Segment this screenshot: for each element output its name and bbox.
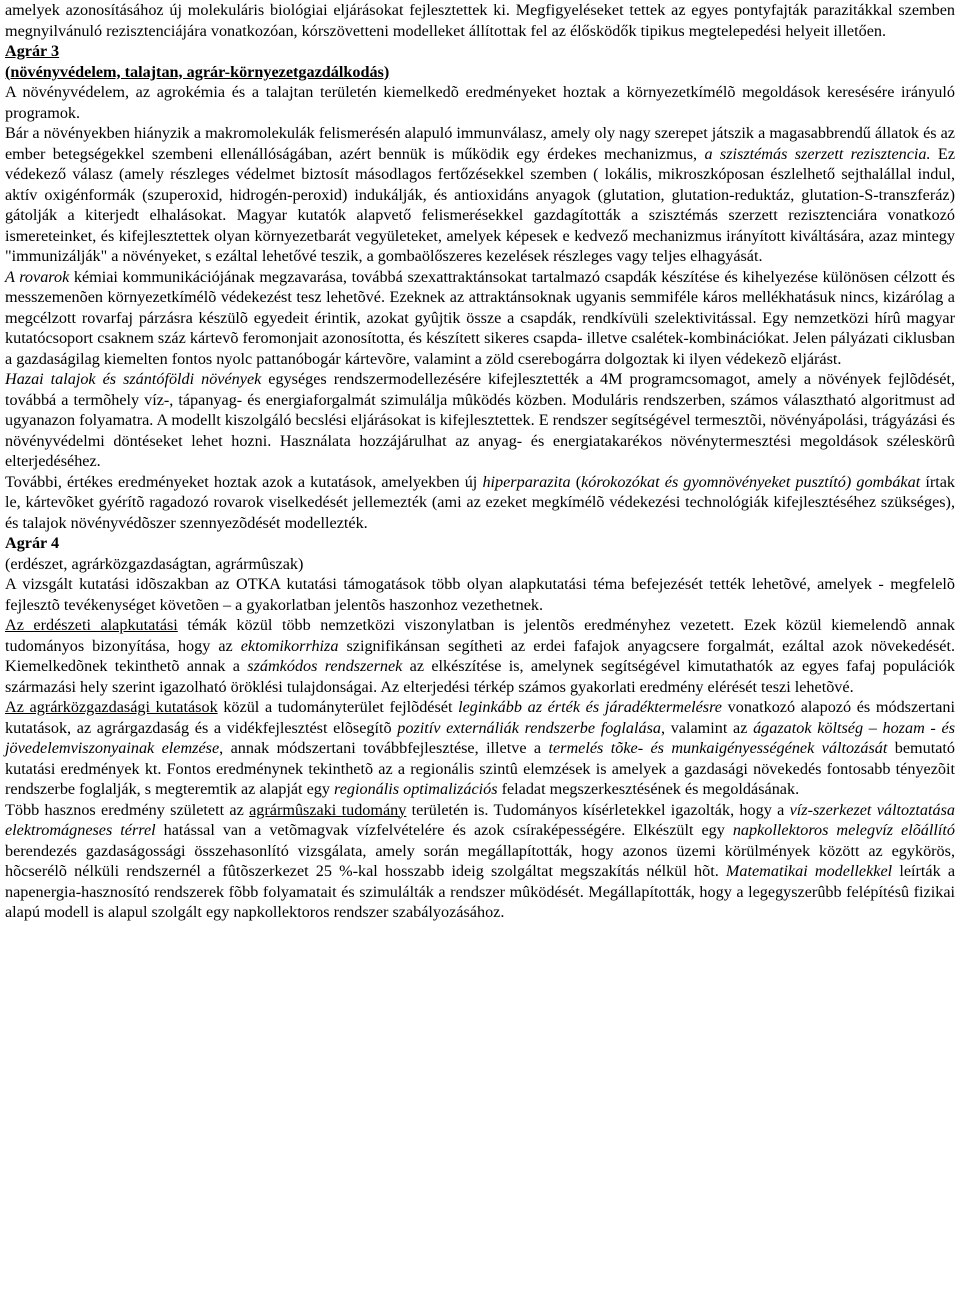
paragraph-text: közül a tudományterület fejlõdését [217,698,459,716]
paragraph-novenyvedelem [5,82,955,123]
intro-text: amelyek azonosításához új molekuláris biológiai eljárásokat fejlesztettek ki. Megfigyeléseket tettek az egyes pontyfajták parazitákkal szemben megnyilvánuló rezisztenciájára vonatkozóan, kórszövetteni modelleket állítottak fel az élősködők tipikus megtelepedési helyeit illetően. [5,1,955,40]
italic-term: ektomikorrhiza [240,636,339,655]
paragraph-text: Bár a növényekben hiányzik a makromolekulák felismerésén alapuló immunválasz, amely oly nagy szerepet játszik a magasabbrendű állatok és az ember betegségekkel szembeni ellenállóságában, azért bennük is működik egy érdekes mechanizmus, [5,124,955,163]
italic-term: napkollektoros melegvíz elõállító [732,821,955,839]
paragraph-text: berendezés gazdaságossági összehasonlító vizsgálata, amely során megállapították, hogy azonos üzemi körülmények között az egykörös, hõcserélõ nélküli rendszernél a fûtõszerkezet 25 %-kal hosszabb ideig szolgáltat megszakítás nélkül hõt. [5,841,955,880]
paragraph-agrarmuszaki [5,800,955,923]
section-title-agrar-3: Agrár 3 [5,42,60,60]
paragraph-otka [5,574,955,615]
italic-term: a szisztémás szerzett rezisztencia. [704,144,931,163]
italic-term: számkódos rendszernek [247,657,403,675]
paragraph-text: A vizsgált kutatási idõszakban az OTKA kutatási támogatások több olyan alapkutatási téma befejezését tették lehetõvé, amelyek - megfelelõ fejlesztõ tevékenységet követõen – a gyakorlatban jelentõs haszonhoz vezethetnek. [5,575,955,614]
italic-term: hiperparazita [482,472,571,491]
paragraph-talajok [5,369,955,472]
italic-term: pozitív externáliák rendszerbe foglalása [397,718,661,737]
paragraph-text: írtak le, kártevõket gyérítõ ragadozó rovarok viselkedését jellemezték (ami az ezeket megkímélõ védekezési technológiák kifejlesztéséhez szükséges), és talajok növényvédõszer szennyezõdését modellezték. [5,472,955,532]
underlined-term: Az agrárközgazdasági kutatások [5,698,218,716]
paragraph-agrarkozgazdasag [5,697,955,800]
paragraph-text: vonatkozó alapozó és módszertani kutatások, az agrárgazdaság és a vidékfejlesztést elõsegítõ [5,698,955,737]
paragraph-text: kémiai kommunikációjának megzavarása, továbbá szexattraktánsokat tartalmazó csapdák készítése és kihelyezése különösen célzott és messzemenõen környezetkímélõ védekezést tesz lehetõvé. Ezeknek az attraktánsoknak ugyanis semmiféle káros mellékhatásuk nincs, kizárólag a megcélzott rovarfaj párzásra készülõ egyedeit érintik, azokat gyûjtik össze a csapdák, rendkívüli szelektivitással. Egy nemzetközi hírû magyar kutatócsoport csaknem száz kártevõ feromonjait azonosította, és készített sikeres csapda- illetve csalétek-kombinációkat. Jelen pályázati ciklusban a gazdaságilag kiemelten fontos nyolc pattanóbogár kártevõre, valamint a zöld cserebogárra dolgoztak ki ilyen védekezõ eljárást. [5,267,955,368]
underlined-term: agrármûszaki tudomány [249,800,407,819]
paragraph-text: területén is. Tudományos kísérletekkel igazolták, hogy a [406,800,790,819]
paragraph-text: , valamint az [660,718,754,737]
paragraph-text: Több hasznos eredmény született az [5,800,250,819]
italic-term: leginkább az érték és járadéktermelésre [458,698,722,716]
paragraph-text: bemutató kutatási eredmények kt. Fontos eredménynek tekinthetõ az a regionális szintû elemzések is amelyek a gazdasági növekedés fontosabb tényezõit rendszerbe foglalják, s megteremtik az alapját egy [5,739,955,798]
italic-term: A rovarok [5,267,70,286]
paragraph-hiperparazita [5,472,955,534]
paragraph-immunvalasz [5,123,955,267]
italic-term: víz-szerkezet változtatása elektromágneses térrel [5,800,955,839]
paragraph-text: egységes rendszermodellezésére kifejlesztették a 4M programcsomagot, amely a növények fejlõdését, továbbá a termõhely víz-, tápanyag- és energiaforgalmát szimulálja mûködés közben. Moduláris rendszerben, számos választható algoritmust ad ugyanazon folyamatra. A modellt kiszolgáló becslési eljárásokat is kifejlesztettek. E rendszer segítségével termesztõi, növényápolási, trágyázási és növényvédelmi döntéseket lehet hozni. Használata hozzájárulhat az anyag- és energiatakarékos növénytermesztési megoldások széleskörû elterjedéséhez. [5,370,955,470]
italic-term: kórokozókat és gyomnövényeket pusztító) gombákat [581,472,921,491]
underlined-term: Az erdészeti alapkutatási [5,616,178,634]
italic-term: termelés tõke- és munkaigényességének változását [548,739,888,757]
paragraph-text: feladat megszerkesztésének és megoldásának. [497,780,800,798]
paragraph-rovarok [5,267,955,370]
section-title-agrar-4: Agrár 4 [5,534,60,552]
document-page [5,0,955,923]
italic-term: regionális optimalizációs [334,780,498,798]
paragraph-text: témák közül több nemzetközi viszonylatban is jelentõs eredményhez vezetett. Ezek közül kiemelendõ annak tudományos bizonyítása, hogy az [5,616,955,655]
italic-term: Hazai talajok és szántóföldi növények [5,370,262,388]
paragraph-text: az elkészítése is, amelynek segítségével kimutathatók az egyes fafaj populációk származási hely szerint igazolható öröklési tulajdonságai. Az elterjedési térkép számos gyakorlati eredmény elérését teszi lehetõvé. [5,657,955,696]
paragraph-text: szignifikánsan segítheti az erdei fafajok anyagcsere forgalmát, ezáltal azok növekedését. Kiemelkedõnek tekinthetõ annak a [5,636,955,675]
paragraph-text: Ez védekező válasz (amely részleges védelmet biztosít másodlagos fertőzésekkel szemben ( lokális, mikroszkóposan észlelhető sejthalállal indul, aktív oxigénformák (szuperoxid, hidrogén-peroxid) indukálják, és antioxidáns anyagok (glutation, glutation-reduktáz, glutation-S-transzferáz) gátolják a kiterjedt elhalásokat. Magyar kutatók alapvető felismerésekkel gazdagították a szisztémás szerzett rezisztenciára vonatkozó ismereteinket, és kifejlesztettek olyan környezetbarát vegyületeket, amelyek képesek e kedvező mechanizmus irányított kiváltására, azaz mintegy "immunizálják" a növényeket, s ezáltal lehetővé teszik, a gombaölőszeres kezelések részleges vagy teljes elhagyását. [5,144,955,265]
italic-term: ágazatok költség – hozam - és jövedelemviszonyainak elemzése [5,718,955,757]
paragraph-text: , annak módszertani továbbfejlesztése, illetve a [219,739,549,757]
italic-term: Matematikai modellekkel [725,862,893,880]
paragraph-text: ( [570,472,582,491]
clipped-top-line [5,0,955,10]
paragraph-text: leírták a napenergia-hasznosító rendszerek fõbb folyamatait és szimulálták a rendszer mûködését. Megállapították, hogy a legegyszerûbb felépítésû fizikai alapú modell is alapul szolgált egy napkollektoros rendszer szabályozásához. [5,862,956,921]
section-subtitle-agrar-4: (erdészet, agrárközgazdaságtan, agrármûszak) [5,554,304,573]
paragraph-erdeszet [5,615,955,697]
paragraph-text: További, értékes eredményeket hoztak azok a kutatások, amelyekben új [5,472,483,491]
section-subtitle-agrar-3: (növényvédelem, talajtan, agrár-környezetgazdálkodás) [5,62,390,81]
paragraph-text: A növényvédelem, az agrokémia és a talajtan területén kiemelkedõ eredményeket hoztak a környezetkímélõ megoldások keresésére irányuló programok. [5,83,955,122]
paragraph-text: hatással van a vetõmagvak vízfelvételére és azok csíraképességére. Elkészült egy [155,821,733,839]
